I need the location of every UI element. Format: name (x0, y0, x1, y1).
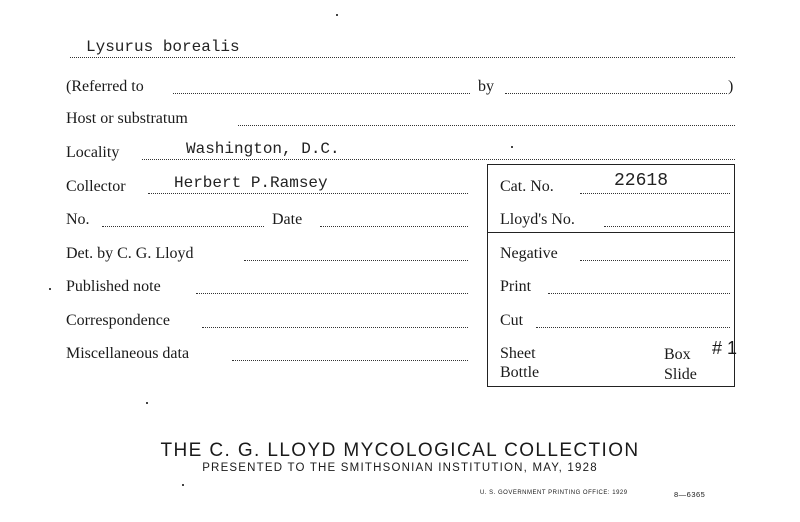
collector-label: Collector (66, 178, 126, 195)
no-line (102, 226, 264, 227)
collection-title: THE C. G. LLOYD MYCOLOGICAL COLLECTION (160, 440, 640, 461)
scan-speck (146, 402, 148, 404)
lloyds-no-label: Lloyd's No. (500, 211, 575, 228)
locality-line (142, 159, 735, 160)
print-line (548, 293, 730, 294)
published-note-label: Published note (66, 278, 161, 295)
cat-no-line (580, 193, 730, 194)
box-number: # 1 (712, 338, 738, 358)
cut-label: Cut (500, 312, 524, 329)
printing-office: U. S. GOVERNMENT PRINTING OFFICE: 1929 (480, 490, 628, 496)
miscellaneous-label: Miscellaneous data (66, 345, 190, 362)
lloyds-no-line (604, 226, 730, 227)
referred-to-label: (Referred to (66, 78, 144, 95)
published-note-line (196, 293, 468, 294)
locality-label: Locality (66, 144, 120, 161)
host-label: Host or substratum (66, 110, 188, 127)
collection-subtitle: PRESENTED TO THE SMITHSONIAN INSTITUTION, MAY, 1928 (202, 462, 598, 474)
by-label: by (478, 78, 494, 95)
locality-value: Washington, D.C. (186, 140, 340, 158)
date-line (320, 226, 468, 227)
det-by-line (244, 260, 468, 261)
no-label: No. (66, 211, 90, 228)
scan-speck (182, 484, 184, 486)
collector-value: Herbert P.Ramsey (174, 174, 328, 192)
collector-line (148, 193, 468, 194)
species-name: Lysurus borealis (86, 38, 240, 56)
negative-line (580, 260, 730, 261)
scan-speck (49, 288, 51, 290)
det-by-label: Det. by C. G. Lloyd (66, 245, 194, 262)
by-line (505, 93, 727, 94)
cut-line (536, 327, 730, 328)
close-paren: ) (728, 78, 734, 95)
referred-to-line (173, 93, 470, 94)
date-label: Date (272, 211, 303, 228)
box-label: Box (664, 346, 691, 363)
cat-no-label: Cat. No. (500, 178, 554, 195)
scan-speck (511, 146, 513, 148)
miscellaneous-line (232, 360, 468, 361)
slide-label: Slide (664, 366, 697, 383)
box-divider (487, 232, 735, 233)
box-bottom-border (487, 386, 735, 387)
host-line (238, 125, 735, 126)
sheet-label: Sheet (500, 345, 536, 362)
correspondence-line (202, 327, 468, 328)
bottle-label: Bottle (500, 364, 540, 381)
cat-no-value: 22618 (614, 171, 669, 191)
negative-label: Negative (500, 245, 558, 262)
form-number: 8—6365 (674, 490, 706, 499)
box-top-border (487, 164, 735, 165)
box-left-border (487, 164, 488, 386)
print-label: Print (500, 278, 532, 295)
scan-speck (336, 14, 338, 16)
species-line (70, 57, 735, 58)
correspondence-label: Correspondence (66, 312, 170, 329)
